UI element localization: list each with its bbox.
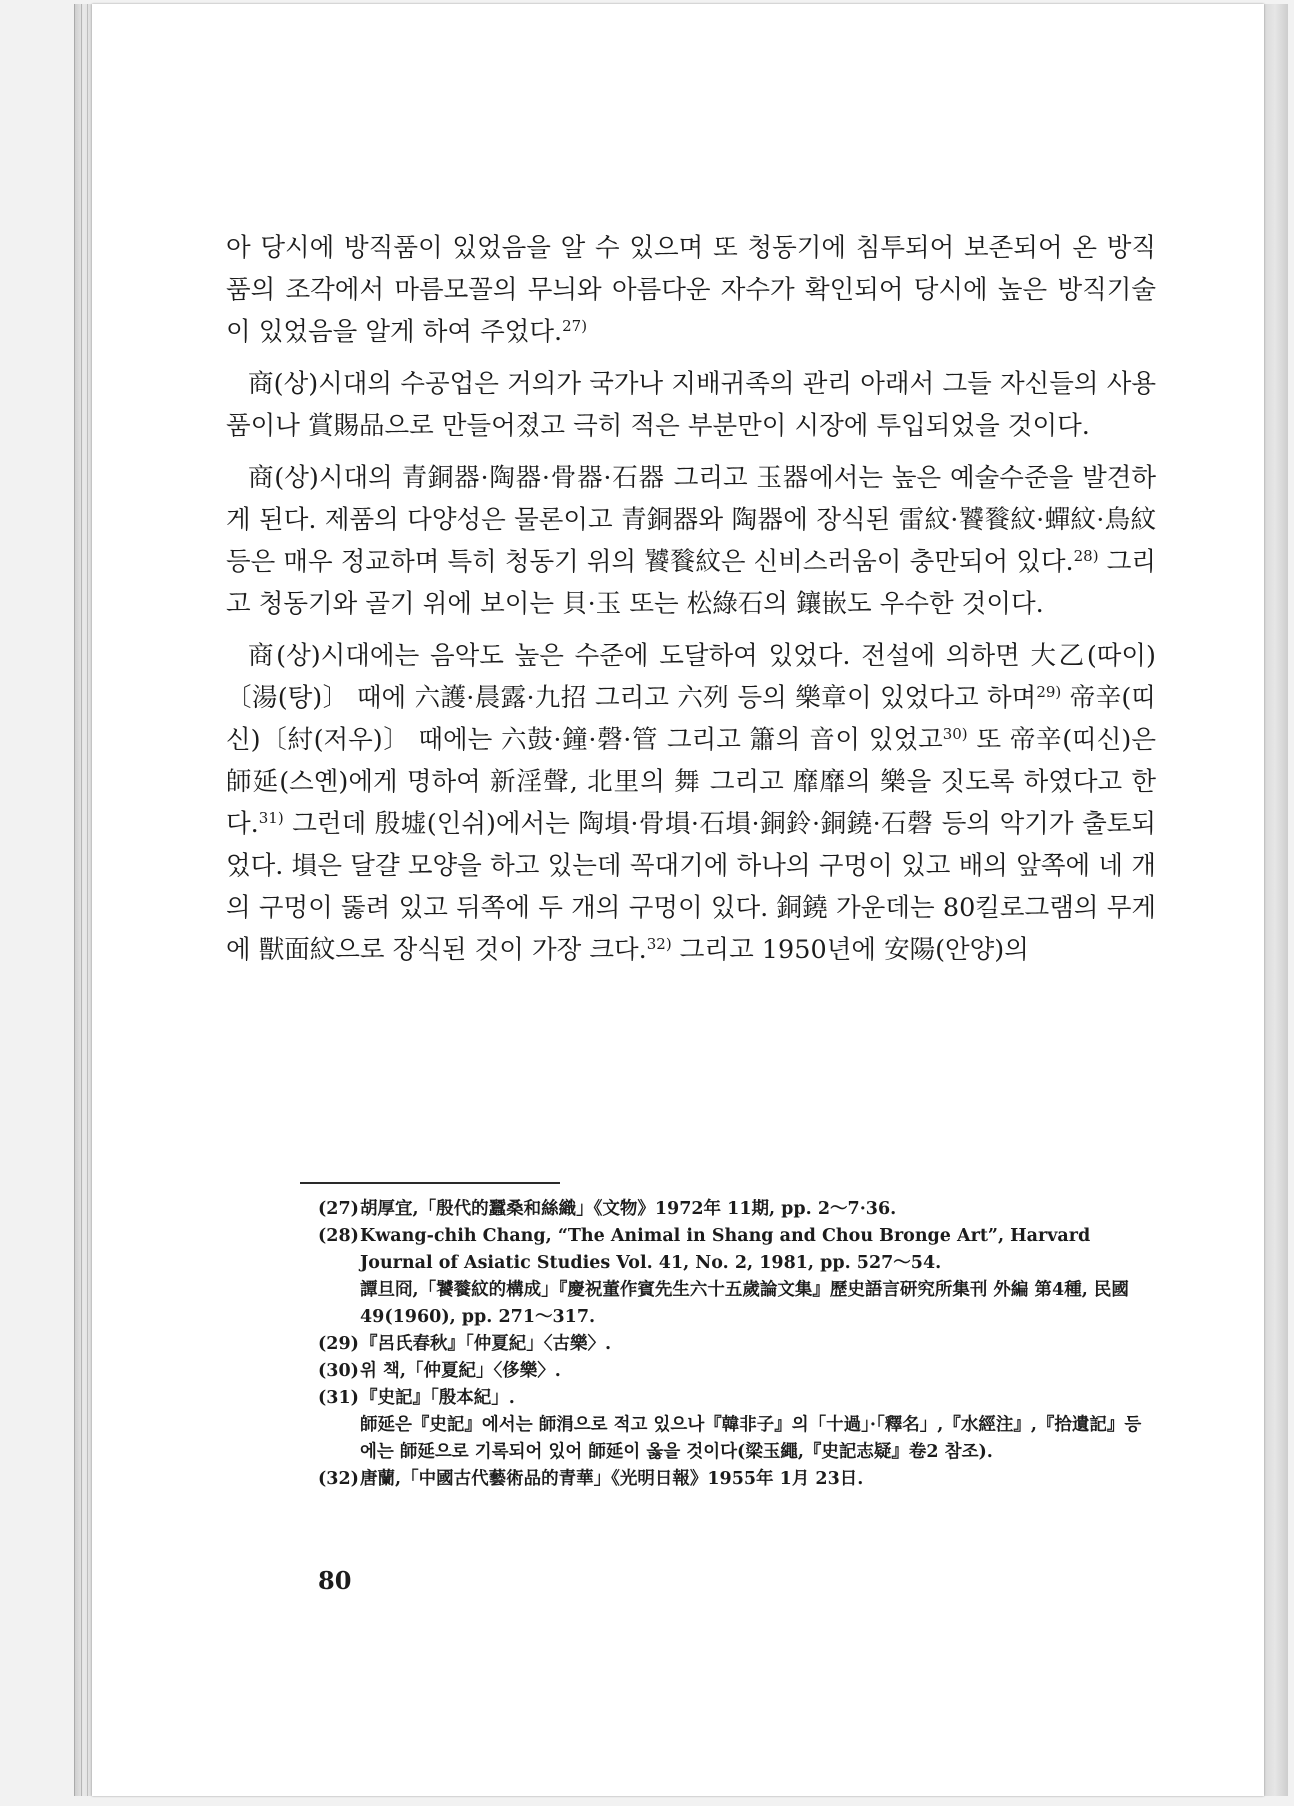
footnote-28: (28) Kwang-chih Chang, “The Animal in Shang and Chou Bronge Art”, Harvard Journal of Asiatic Studies Vol. 41, No. 2, 1981, pp. 527～54.: [318, 1226, 1091, 1273]
paragraph-4: 商(상)시대에는 음악도 높은 수준에 도달하여 있었다. 전설에 의하면 大乙(따이)〔湯(탕)〕 때에 六護·晨露·九招 그리고 六列 등의 樂章이 있었다고 하며$^{29)}$ 帝辛(띠신)〔紂(저우)〕 때에는 六鼓·鐘·磬·管 그리고 簫의 音이 있었고$^{30)}$ 또 帝辛(띠신)은 師延(스옌)에게 명하여 新淫聲, 北里의 舞 그리고 靡靡의 樂을 짓도록 하였다고 한다.$^{31)}$ 그런데 殷墟(인쉬)에서는 陶塤·骨塤·石塤·銅鈴·銅鐃·石磬 등의 악기가 출토되었다. 塤은 달걀 모양을 하고 있는데 꼭대기에 하나의 구멍이 있고 배의 앞쪽에 네 개의 구멍이 뚫려 있고 뒤쪽에 두 개의 구멍이 있다. 銅鐃 가운데는 80킬로그램의 무게에 獸面紋으로 장식된 것이 가장 크다.$^{32)}$ 그리고 1950년에 安陽(안양)의: [226, 641, 1157, 965]
footnote-30: (30) 위 책,「仲夏紀」〈侈樂〉.: [318, 1361, 561, 1381]
footnotes: [318, 1196, 1146, 1493]
page-number: 80: [318, 1566, 352, 1595]
paragraph-3: 商(상)시대의 青銅器·陶器·骨器·石器 그리고 玉器에서는 높은 예술수준을 발견하게 된다. 제품의 다양성은 물론이고 青銅器와 陶器에 장식된 雷紋·饕餮紋·蟬紋·鳥紋 등은 매우 정교하며 특히 청동기 위의 饕餮紋은 신비스러움이 충만되어 있다.$^{28)}$ 그리고 청동기와 골기 위에 보이는 貝·玉 또는 松綠石의 鑲嵌도 우수한 것이다.: [226, 463, 1156, 619]
footnote-29: (29) 『呂氏春秋』「仲夏紀」〈古樂〉.: [318, 1334, 612, 1354]
footnote-32: (32) 唐蘭,「中國古代藝術品的青華」《光明日報》1955年 1月 23日.: [318, 1469, 864, 1489]
footnote-27: (27) 胡厚宜,「殷代的蠶桑和絲織」《文物》1972年 11期, pp. 2～7·36.: [318, 1199, 897, 1219]
footnote-ref-30[interactable]: 30): [942, 725, 968, 743]
page-stack-edge-right: [1262, 4, 1288, 1796]
footnote-divider: [300, 1182, 560, 1184]
footnote-ref-32[interactable]: 32): [646, 935, 672, 953]
footnote-28-continuation: 譚旦冏,「饕餮紋的構成」『慶祝董作賓先生六十五歲論文集』歷史語言研究所集刊 外編 第4種, 民國 49(1960), pp. 271～317.: [360, 1280, 1129, 1327]
body-text: [226, 227, 1156, 981]
footnote-ref-29[interactable]: 29): [1036, 683, 1062, 701]
footnote-31: (31) 『史記』「殷本紀」.: [318, 1388, 515, 1408]
paragraph-2: 商(상)시대의 수공업은 거의가 국가나 지배귀족의 관리 아래서 그들 자신들의 사용품이나 賞賜品으로 만들어졌고 극히 적은 부분만이 시장에 투입되었을 것이다.: [226, 369, 1156, 441]
footnote-31-continuation: 師延은『史記』에서는 師涓으로 적고 있으나『韓非子』의「十過」·「釋名」,『水經注』,『拾遺記』등에는 師延으로 기록되어 있어 師延이 옳을 것이다(梁玉繩,『史記志疑』卷2 참조).: [360, 1415, 1142, 1462]
footnote-ref-27[interactable]: 27): [562, 317, 588, 335]
paragraph-1: 아 당시에 방직품이 있었음을 알 수 있으며 또 청동기에 침투되어 보존되어 온 방직품의 조각에서 마름모꼴의 무늬와 아름다운 자수가 확인되어 당시에 높은 방직기술이 있었음을 알게 하여 주었다.$^{27)}$: [226, 233, 1156, 347]
footnote-ref-28[interactable]: 28): [1073, 547, 1099, 565]
footnote-ref-31[interactable]: 31): [258, 809, 284, 827]
